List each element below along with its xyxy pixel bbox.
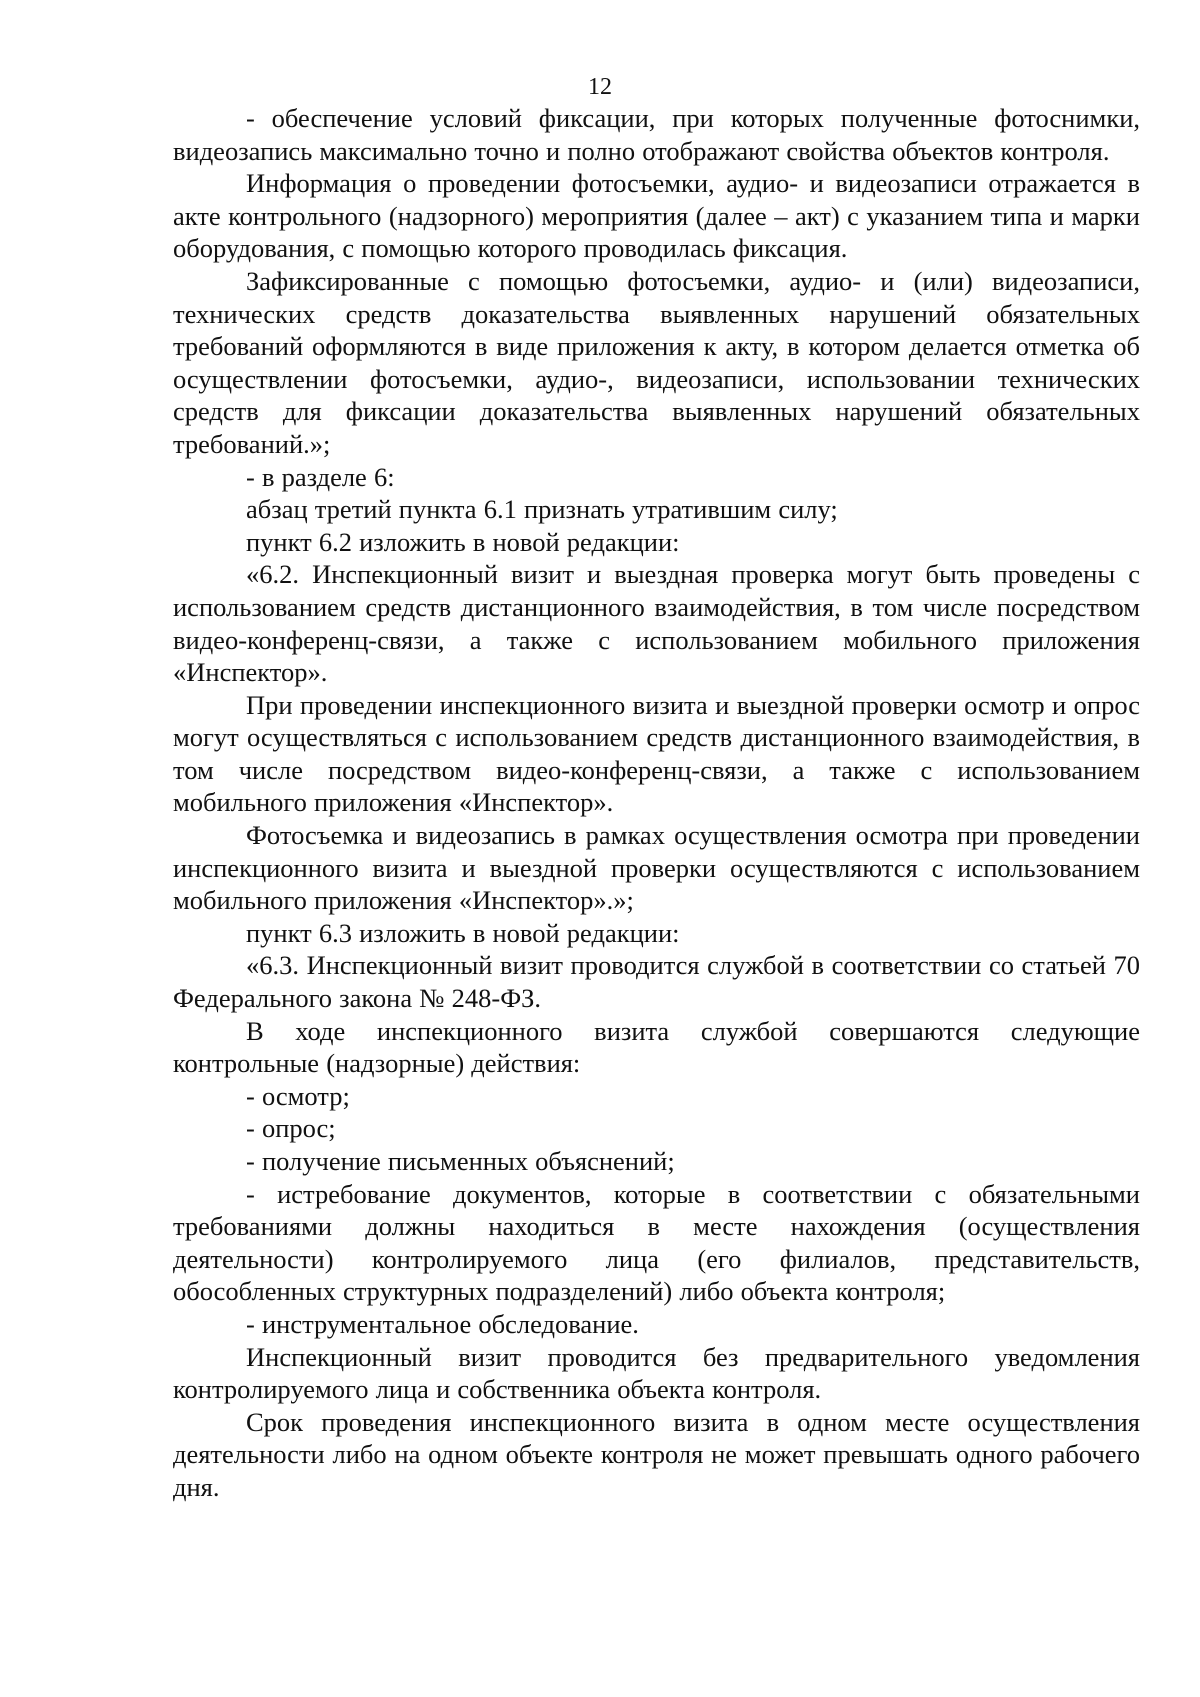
page-number: 12 (588, 74, 612, 100)
paragraph-no-notice: Инспекционный визит проводится без предварительного уведомления контролируемого лица и собственника объекта контроля. (173, 1341, 1140, 1405)
list-item-document-request: - истребование документов, которые в соответствии с обязательными требованиями должны находиться в месте нахождения (осуществления деятельности) контролируемого лица (его филиалов, представительств, обособленных структурных подразделений) либо объекта контроля; (173, 1178, 1140, 1307)
paragraph-visit-duration: Срок проведения инспекционного визита в одном месте осуществления деятельности либо на одном объекте контроля не может превышать одного рабочего дня. (173, 1406, 1140, 1502)
paragraph-clause-6-2-text: «6.2. Инспекционный визит и выездная проверка могут быть проведены с использованием средств дистанционного взаимодействия, в том числе посредством видео-конференц-связи, а также с использованием мобильного приложения «Инспектор». (173, 559, 1140, 688)
list-item-instrumental-examination: - инструментальное обследование. (246, 1308, 639, 1339)
paragraph-fixation-conditions: - обеспечение условий фиксации, при которых полученные фотоснимки, видеозапись максимально точно и полно отображают свойства объектов контроля. (173, 103, 1140, 166)
paragraph-remote-inspection: При проведении инспекционного визита и выездной проверки осмотр и опрос могут осуществляться с использованием средств дистанционного взаимодействия, в том числе посредством видео-конференц-связи, а также с использованием мобильного приложения «Инспектор». (173, 689, 1140, 818)
paragraph-clause-6-3-text: «6.3. Инспекционный визит проводится службой в соответствии со статьей 70 Федерального закона № 248-ФЗ. (173, 950, 1140, 1014)
paragraph-section-6: - в разделе 6: (246, 461, 395, 492)
document-body (173, 102, 1140, 1504)
paragraph-clause-6-2-intro: пункт 6.2 изложить в новой редакции: (246, 526, 680, 557)
list-item-inspection: - осмотр; (246, 1080, 350, 1111)
paragraph-evidence-appendix: Зафиксированные с помощью фотосъемки, аудио- и (или) видеозаписи, технических средств доказательства выявленных нарушений обязательных требований оформляются в виде приложения к акту, в котором делается отметка об осуществлении фотосъемки, аудио-, видеозаписи, использовании технических средств для фиксации доказательства выявленных нарушений обязательных требований.»; (173, 265, 1140, 459)
paragraph-clause-6-3-intro: пункт 6.3 изложить в новой редакции: (246, 917, 680, 948)
paragraph-photo-video: Фотосъемка и видеозапись в рамках осуществления осмотра при проведении инспекционного визита и выездной проверки осуществляются с использованием мобильного приложения «Инспектор».»; (173, 820, 1140, 916)
list-item-survey: - опрос; (246, 1113, 336, 1144)
paragraph-recording-info: Информация о проведении фотосъемки, аудио- и видеозаписи отражается в акте контрольного (надзорного) мероприятия (далее – акт) с указанием типа и марки оборудования, с помощью которого проводилась фиксация. (173, 168, 1140, 264)
paragraph-control-actions: В ходе инспекционного визита службой совершаются следующие контрольные (надзорные) действия: (173, 1015, 1140, 1079)
paragraph-clause-6-1: абзац третий пункта 6.1 признать утратившим силу; (246, 494, 838, 525)
list-item-written-explanations: - получение письменных объяснений; (246, 1146, 675, 1176)
